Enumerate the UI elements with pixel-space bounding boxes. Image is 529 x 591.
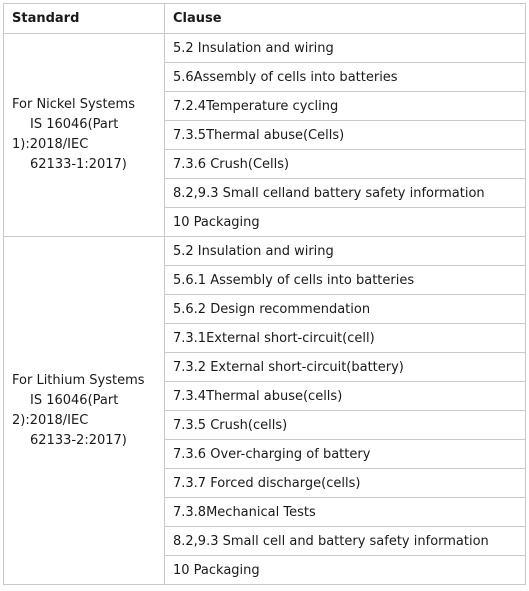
standard-line: For Lithium Systems — [12, 372, 145, 388]
clause-cell: 10 Packaging — [165, 208, 526, 237]
table-body — [4, 34, 526, 585]
clause-cell: 5.2 Insulation and wiring — [165, 237, 526, 266]
header-row — [4, 4, 526, 34]
clause-cell: 7.3.6 Crush(Cells) — [165, 150, 526, 179]
clause-cell: 7.3.7 Forced discharge(cells) — [165, 469, 526, 498]
table-row — [4, 34, 526, 63]
standard-line: 62133-1:2017) — [30, 157, 127, 172]
standard-line: 2):2018/IEC — [12, 412, 89, 428]
clause-cell: 7.3.6 Over-charging of battery — [165, 440, 526, 469]
clause-cell: 7.3.5Thermal abuse(Cells) — [165, 121, 526, 150]
table-row — [4, 237, 526, 266]
clause-cell: 7.3.5 Crush(cells) — [165, 411, 526, 440]
standard-line: For Nickel Systems — [12, 97, 135, 112]
standard-line: 62133-2:2017) — [30, 432, 127, 448]
standard-line: 1):2018/IEC — [12, 137, 89, 152]
standard-line: IS 16046(Part — [30, 392, 119, 408]
clause-cell: 5.6.1 Assembly of cells into batteries — [165, 266, 526, 295]
clause-cell: 5.6Assembly of cells into batteries — [165, 63, 526, 92]
standards-table — [3, 3, 526, 585]
standard-cell — [4, 34, 165, 237]
header-clause: Clause — [165, 4, 526, 34]
clause-cell: 7.2.4Temperature cycling — [165, 92, 526, 121]
clause-cell: 10 Packaging — [165, 556, 526, 585]
clause-cell: 7.3.8Mechanical Tests — [165, 498, 526, 527]
clause-cell: 8.2,9.3 Small cell and battery safety information — [165, 527, 526, 556]
standard-line: IS 16046(Part — [30, 117, 119, 132]
clause-cell: 7.3.2 External short-circuit(battery) — [165, 353, 526, 382]
clause-cell: 5.6.2 Design recommendation — [165, 295, 526, 324]
standard-cell — [4, 237, 165, 585]
clause-cell: 7.3.4Thermal abuse(cells) — [165, 382, 526, 411]
clause-cell: 7.3.1External short-circuit(cell) — [165, 324, 526, 353]
clause-cell: 8.2,9.3 Small celland battery safety information — [165, 179, 526, 208]
clause-cell: 5.2 Insulation and wiring — [165, 34, 526, 63]
header-standard: Standard — [4, 4, 165, 34]
